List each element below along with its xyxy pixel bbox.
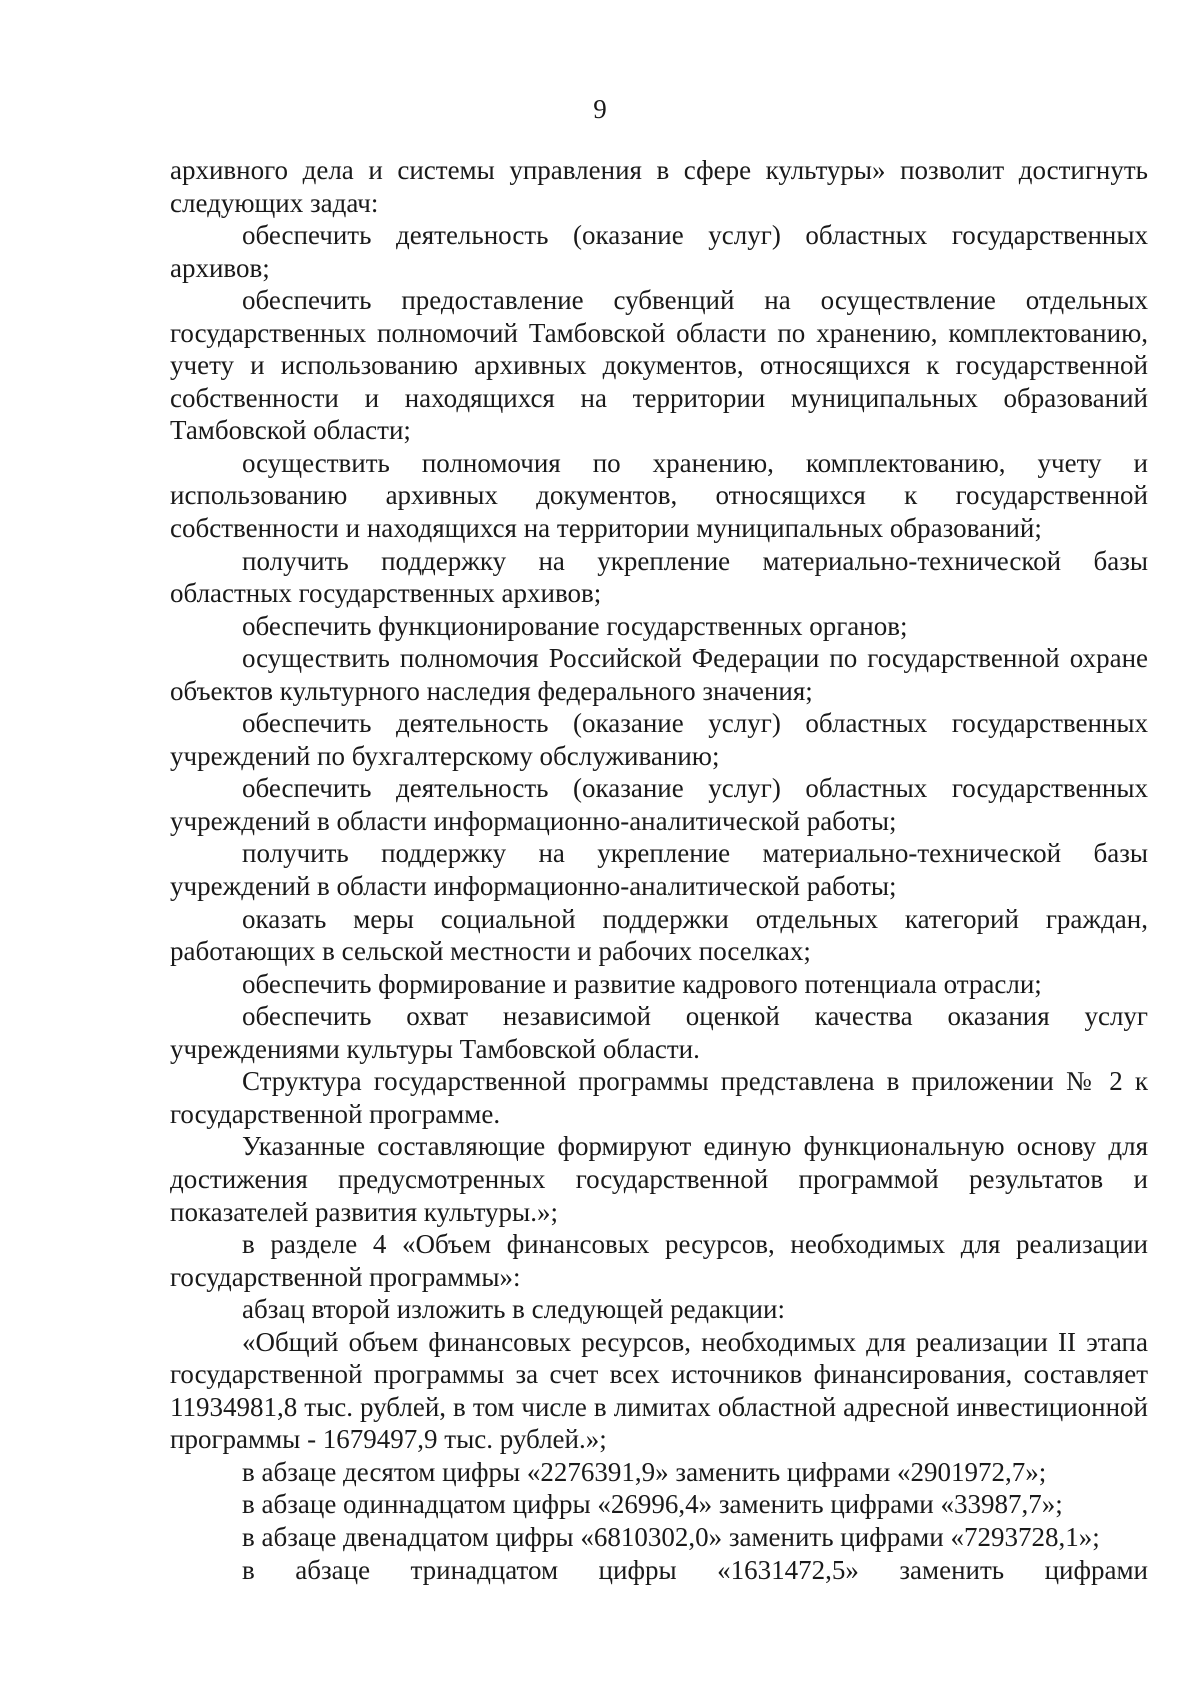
paragraph: обеспечить деятельность (оказание услуг) областных государственных учреждений в области информационно-аналитической работы;	[170, 773, 1148, 836]
paragraph: в абзаце десятом цифры «2276391,9» заменить цифрами «2901972,7»;	[242, 1456, 1047, 1487]
paragraph: получить поддержку на укрепление материально-технической базы учреждений в области информационно-аналитической работы;	[170, 838, 1148, 902]
paragraph: в абзаце двенадцатом цифры «6810302,0» заменить цифрами «7293728,1»;	[242, 1521, 1100, 1552]
paragraph: архивного дела и системы управления в сфере культуры» позволит достигнуть следующих задач:	[170, 155, 1148, 218]
paragraph: в разделе 4 «Объем финансовых ресурсов, необходимых для реализации государственной программы»:	[170, 1229, 1148, 1292]
paragraph: обеспечить деятельность (оказание услуг) областных государственных архивов;	[170, 220, 1148, 283]
paragraph: осуществить полномочия по хранению, комплектованию, учету и использованию архивных документов, относящихся к государственной собственности и находящихся на территории муниципальных образований;	[170, 447, 1148, 544]
paragraph: в абзаце тринадцатом цифры «1631472,5» заменить цифрами	[242, 1554, 1148, 1585]
paragraph: обеспечить охват независимой оценкой качества оказания услуг учреждениями культуры Тамбовской области.	[170, 1001, 1148, 1064]
document-body	[170, 154, 1148, 1586]
paragraph: «Общий объем финансовых ресурсов, необходимых для реализации II этапа государственной программы за счет всех источников финансирования, составляет 11934981,8 тыс. рублей, в том числе в лимитах областной адресной инвестиционной программы - 1679497,9 тыс. рублей.»;	[170, 1326, 1148, 1455]
paragraph: обеспечить предоставление субвенций на осуществление отдельных государственных полномочий Тамбовской области по хранению, комплектованию, учету и использованию архивных документов, относящихся к государственной собственности и находящихся на территории муниципальных образований Тамбовской области;	[170, 285, 1148, 446]
paragraph: получить поддержку на укрепление материально-технической базы областных государственных архивов;	[170, 545, 1148, 609]
paragraph: Структура государственной программы представлена в приложении № 2 к государственной программе.	[170, 1066, 1148, 1129]
paragraph: обеспечить деятельность (оказание услуг) областных государственных учреждений по бухгалтерскому обслуживанию;	[170, 708, 1148, 771]
paragraph: осуществить полномочия Российской Федерации по государственной охране объектов культурного наследия федерального значения;	[170, 643, 1148, 706]
paragraph: обеспечить формирование и развитие кадрового потенциала отрасли;	[242, 968, 1042, 999]
paragraph: в абзаце одиннадцатом цифры «26996,4» заменить цифрами «33987,7»;	[242, 1489, 1063, 1520]
paragraph: обеспечить функционирование государственных органов;	[242, 610, 908, 641]
paragraph: оказать меры социальной поддержки отдельных категорий граждан, работающих в сельской местности и рабочих поселках;	[170, 903, 1148, 967]
paragraph: Указанные составляющие формируют единую функциональную основу для достижения предусмотренных государственной программой результатов и показателей развития культуры.»;	[170, 1131, 1148, 1227]
page-number: 9	[593, 94, 607, 124]
paragraph: абзац второй изложить в следующей редакции:	[242, 1294, 785, 1325]
